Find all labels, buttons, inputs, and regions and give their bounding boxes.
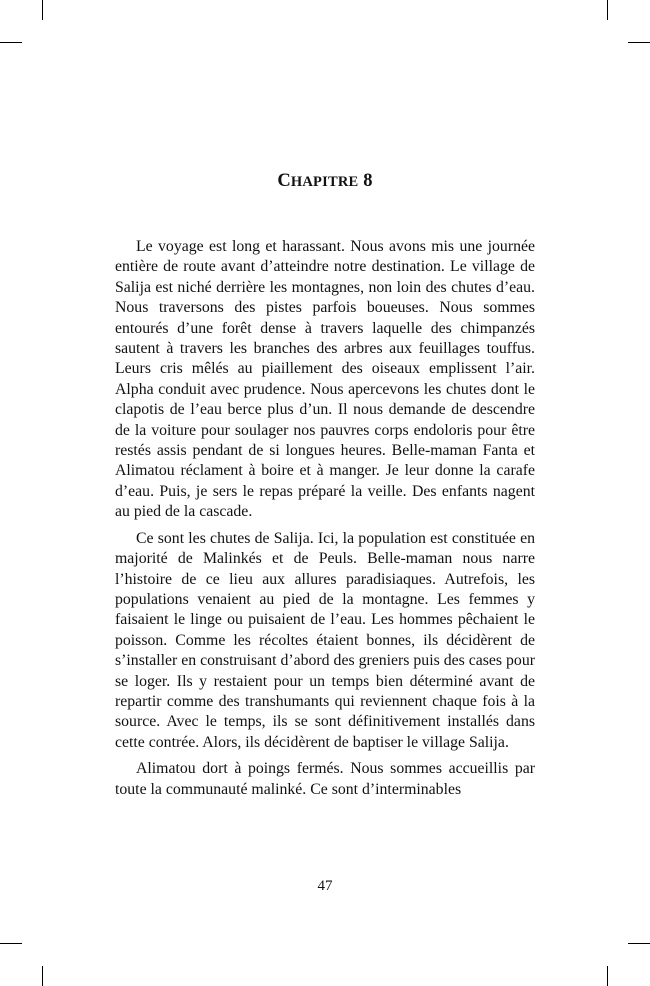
chapter-title-rest: HAPITRE (290, 174, 359, 190)
crop-mark-bottom-left-horizontal (0, 943, 22, 944)
crop-mark-bottom-right-vertical (607, 966, 608, 986)
crop-mark-top-left-horizontal (0, 42, 22, 43)
crop-mark-top-left-vertical (42, 0, 43, 20)
crop-mark-bottom-right-horizontal (628, 943, 650, 944)
paragraph: Ce sont les chutes de Salija. Ici, la population est constituée en majorité de Malinkés et de Peuls. Belle-maman nous narre l’histoire de ce lieu aux allures paradisiaques. Autrefois, les populations venaient au pied de la montagne. Les femmes y faisaient le linge ou puisaient de l’eau. Les hommes pêchaient le poisson. Comme les récoltes étaient bonnes, ils décidèrent de s’installer en construisant d’abord des greniers puis des cases pour se loger. Ils y restaient pour un temps bien déterminé avant de repartir comme des transhumants qui reviennent chaque fois à la source. Avec le temps, ils se sont définitivement installés dans cette contrée. Alors, ils décidèrent de baptiser le village Salija. (115, 529, 535, 751)
paragraph: Alimatou dort à poings fermés. Nous sommes accueillis par toute la communauté malinké. Ce sont d’interminables (115, 760, 535, 798)
crop-mark-bottom-left-vertical (42, 966, 43, 986)
paragraph: Le voyage est long et harassant. Nous avons mis une journée entière de route avant d’atteindre notre destination. Le village de Salija est niché derrière les montagnes, non loin des chutes d’eau. Nous traversons des pistes parfois boueuses. Nous sommes entourés d’une forêt dense à travers laquelle des chimpanzés sautent à travers les branches des arbres aux feuillages touffus. Leurs cris mêlés au piaillement des oiseaux emplissent l’air. Alpha conduit avec prudence. Nous apercevons les chutes dont le clapotis de l’eau berce plus d’un. Il nous demande de descendre de la voiture pour soulager nos pauvres corps endoloris pour être restés assis pendant de si longues heures. Belle-maman Fanta et Alimatou réclament à boire et à manger. Je leur donne la carafe d’eau. Puis, je sers le repas préparé la veille. Des enfants nagent au pied de la cascade. (115, 238, 535, 521)
crop-mark-top-right-vertical (607, 0, 608, 20)
chapter-number: 8 (363, 171, 373, 191)
crop-mark-top-right-horizontal (628, 42, 650, 43)
page-number: 47 (317, 878, 333, 894)
chapter-title (0, 171, 650, 192)
chapter-title-initial: C (277, 171, 291, 191)
body-text (115, 237, 535, 806)
